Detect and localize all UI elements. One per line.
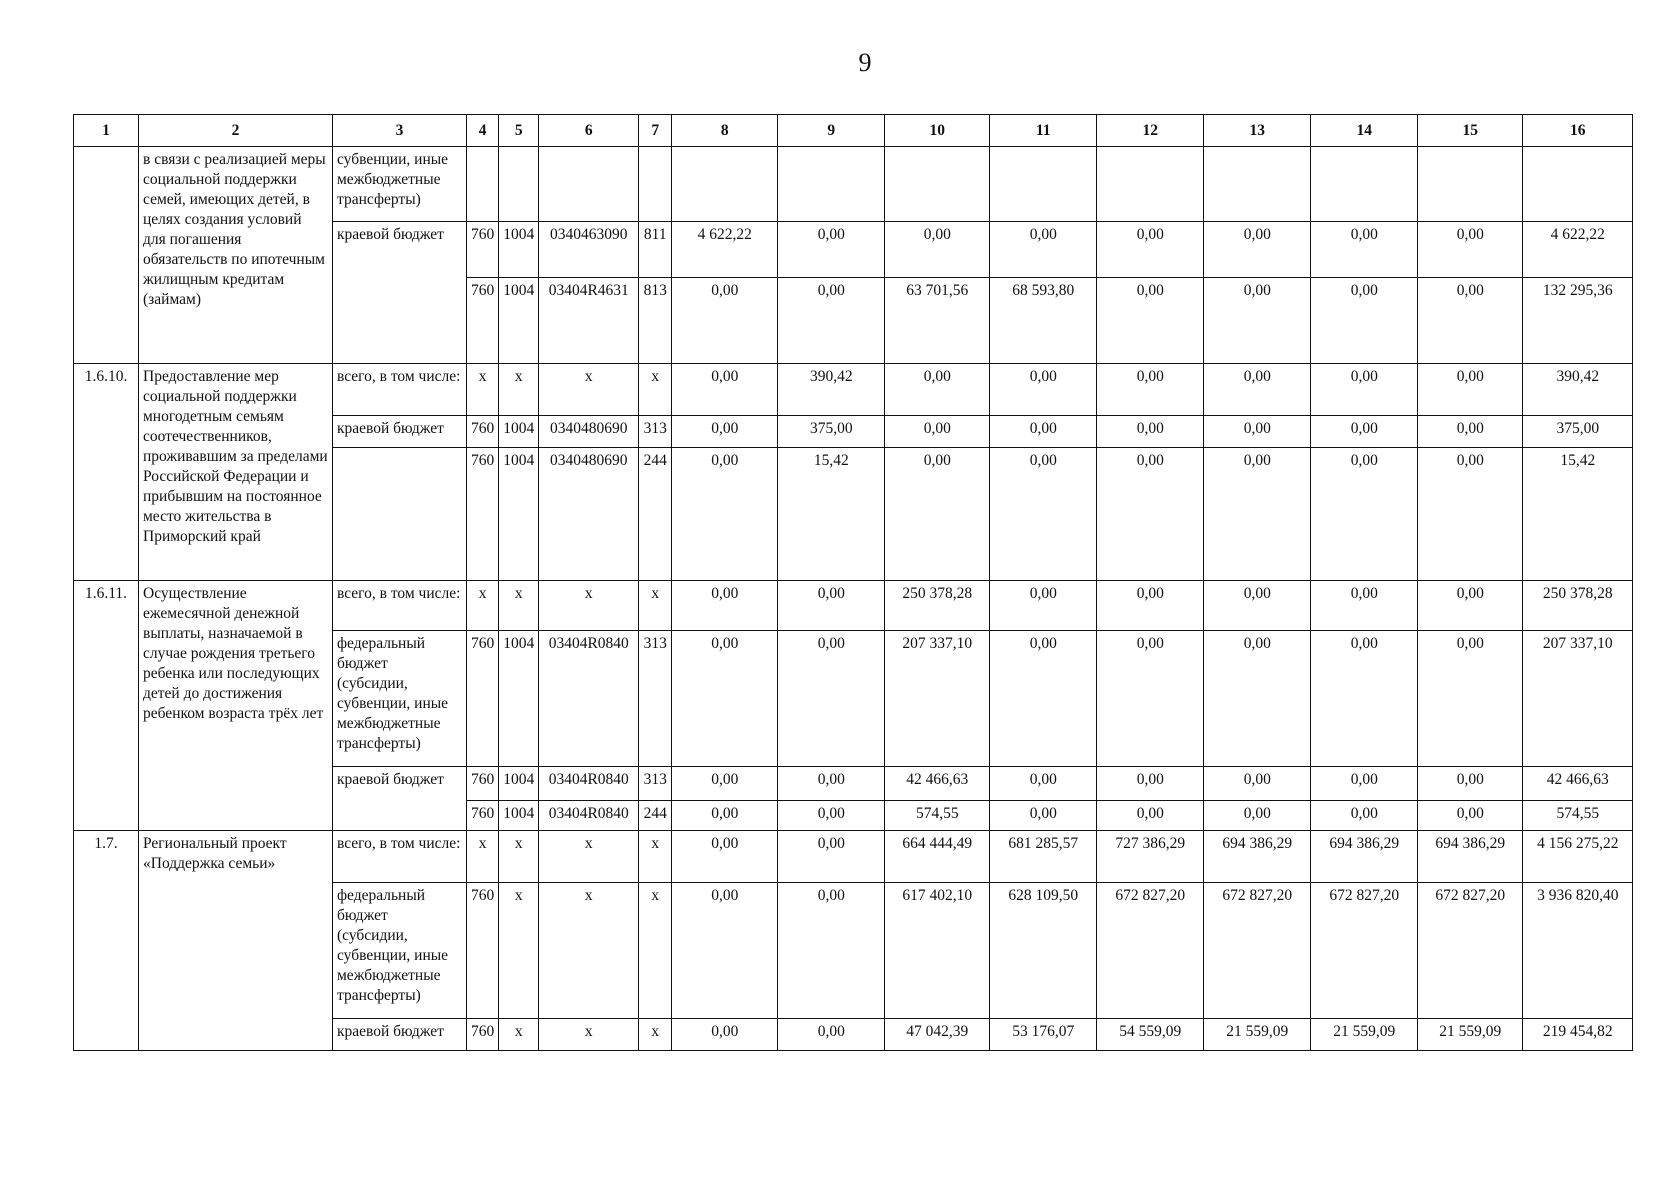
- cell-col6: 0340480690: [539, 448, 639, 581]
- value-cell: 0,00: [1204, 801, 1311, 831]
- value-cell: 0,00: [1418, 801, 1523, 831]
- value-cell: 0,00: [1204, 631, 1311, 767]
- value-cell: 0,00: [990, 801, 1097, 831]
- value-cell: 68 593,80: [990, 278, 1097, 364]
- cell-col5: х: [499, 581, 539, 631]
- row-number: [74, 147, 139, 364]
- column-header: 13: [1204, 115, 1311, 147]
- value-cell: 53 176,07: [990, 1019, 1097, 1051]
- cell-col5: 1004: [499, 278, 539, 364]
- value-cell: 0,00: [1097, 448, 1204, 581]
- funding-source: субвенции, иные межбюджетные трансферты): [333, 147, 467, 222]
- funding-source: [333, 448, 467, 581]
- value-cell: 0,00: [990, 581, 1097, 631]
- funding-source: краевой бюджет: [333, 222, 467, 364]
- cell-col7: х: [639, 1019, 672, 1051]
- row-number: 1.7.: [74, 831, 139, 1051]
- value-cell: 0,00: [885, 416, 990, 448]
- value-cell: 207 337,10: [885, 631, 990, 767]
- value-cell: 63 701,56: [885, 278, 990, 364]
- cell-col4: 760: [467, 448, 499, 581]
- value-cell: 0,00: [778, 278, 885, 364]
- cell-col5: 1004: [499, 448, 539, 581]
- value-cell: 0,00: [990, 631, 1097, 767]
- cell-col6: [539, 147, 639, 222]
- table-row: [74, 147, 1633, 222]
- value-cell: 0,00: [778, 222, 885, 278]
- value-cell: 0,00: [672, 448, 778, 581]
- value-cell: 0,00: [1418, 767, 1523, 801]
- table-row: [74, 364, 1633, 416]
- value-cell: 0,00: [778, 883, 885, 1019]
- column-header: 16: [1523, 115, 1633, 147]
- value-cell: 4 622,22: [672, 222, 778, 278]
- value-cell: 0,00: [672, 278, 778, 364]
- column-header: 7: [639, 115, 672, 147]
- value-cell: 0,00: [672, 767, 778, 801]
- value-cell: 219 454,82: [1523, 1019, 1633, 1051]
- value-cell: 0,00: [778, 767, 885, 801]
- value-cell: 0,00: [1097, 767, 1204, 801]
- cell-col4: х: [467, 364, 499, 416]
- cell-col7: 244: [639, 448, 672, 581]
- value-cell: 574,55: [1523, 801, 1633, 831]
- value-cell: 0,00: [1204, 416, 1311, 448]
- column-header: 8: [672, 115, 778, 147]
- value-cell: 0,00: [672, 364, 778, 416]
- cell-col7: 811: [639, 222, 672, 278]
- value-cell: 0,00: [1418, 631, 1523, 767]
- value-cell: 672 827,20: [1204, 883, 1311, 1019]
- cell-col4: 760: [467, 278, 499, 364]
- row-number: 1.6.10.: [74, 364, 139, 581]
- measure-name: Осуществление ежемесячной денежной выплаты, назначаемой в случае рождения третьего ребенка или последующих детей до достижения ребенком возраста трёх лет: [139, 581, 333, 831]
- value-cell: 0,00: [1311, 801, 1418, 831]
- value-cell: [885, 147, 990, 222]
- measure-name: Региональный проект «Поддержка семьи»: [139, 831, 333, 1051]
- value-cell: 250 378,28: [1523, 581, 1633, 631]
- cell-col7: х: [639, 831, 672, 883]
- cell-col6: 03404R0840: [539, 767, 639, 801]
- value-cell: 0,00: [1418, 278, 1523, 364]
- cell-col7: х: [639, 581, 672, 631]
- value-cell: [1418, 147, 1523, 222]
- value-cell: 132 295,36: [1523, 278, 1633, 364]
- value-cell: 0,00: [1204, 767, 1311, 801]
- cell-col4: 760: [467, 883, 499, 1019]
- cell-col5: х: [499, 883, 539, 1019]
- cell-col7: 813: [639, 278, 672, 364]
- value-cell: 0,00: [885, 448, 990, 581]
- cell-col4: 760: [467, 416, 499, 448]
- value-cell: 0,00: [1311, 364, 1418, 416]
- cell-col4: х: [467, 831, 499, 883]
- cell-col5: 1004: [499, 767, 539, 801]
- column-header: 10: [885, 115, 990, 147]
- value-cell: 0,00: [1204, 364, 1311, 416]
- value-cell: 672 827,20: [1418, 883, 1523, 1019]
- value-cell: 0,00: [1097, 364, 1204, 416]
- value-cell: 0,00: [672, 581, 778, 631]
- value-cell: [1311, 147, 1418, 222]
- value-cell: 15,42: [1523, 448, 1633, 581]
- value-cell: 0,00: [778, 1019, 885, 1051]
- cell-col5: 1004: [499, 222, 539, 278]
- value-cell: 0,00: [1204, 222, 1311, 278]
- row-number: 1.6.11.: [74, 581, 139, 831]
- value-cell: 0,00: [778, 581, 885, 631]
- funding-source: краевой бюджет: [333, 416, 467, 448]
- funding-source: федеральный бюджет (субсидии, субвенции, иные межбюджетные трансферты): [333, 631, 467, 767]
- value-cell: 4 156 275,22: [1523, 831, 1633, 883]
- value-cell: 694 386,29: [1204, 831, 1311, 883]
- value-cell: 0,00: [1311, 631, 1418, 767]
- column-header: 2: [139, 115, 333, 147]
- value-cell: 0,00: [1311, 222, 1418, 278]
- value-cell: 375,00: [778, 416, 885, 448]
- cell-col4: 760: [467, 222, 499, 278]
- column-header: 15: [1418, 115, 1523, 147]
- cell-col6: 03404R0840: [539, 801, 639, 831]
- column-header: 14: [1311, 115, 1418, 147]
- cell-col5: х: [499, 364, 539, 416]
- cell-col6: х: [539, 831, 639, 883]
- value-cell: 617 402,10: [885, 883, 990, 1019]
- value-cell: 0,00: [990, 448, 1097, 581]
- value-cell: 727 386,29: [1097, 831, 1204, 883]
- value-cell: 672 827,20: [1097, 883, 1204, 1019]
- page-number: 9: [858, 48, 872, 77]
- value-cell: 250 378,28: [885, 581, 990, 631]
- cell-col6: 03404R0840: [539, 631, 639, 767]
- value-cell: 42 466,63: [885, 767, 990, 801]
- cell-col4: 760: [467, 767, 499, 801]
- value-cell: 0,00: [1418, 364, 1523, 416]
- value-cell: 694 386,29: [1418, 831, 1523, 883]
- value-cell: 390,42: [778, 364, 885, 416]
- cell-col4: [467, 147, 499, 222]
- column-header: 3: [333, 115, 467, 147]
- value-cell: [1097, 147, 1204, 222]
- value-cell: 47 042,39: [885, 1019, 990, 1051]
- value-cell: 0,00: [1097, 278, 1204, 364]
- funding-source: всего, в том числе:: [333, 581, 467, 631]
- cell-col6: 03404R4631: [539, 278, 639, 364]
- funding-source: федеральный бюджет (субсидии, субвенции, иные межбюджетные трансферты): [333, 883, 467, 1019]
- value-cell: 694 386,29: [1311, 831, 1418, 883]
- cell-col6: х: [539, 581, 639, 631]
- table-row: [74, 581, 1633, 631]
- cell-col7: х: [639, 883, 672, 1019]
- value-cell: 21 559,09: [1204, 1019, 1311, 1051]
- value-cell: [990, 147, 1097, 222]
- cell-col6: х: [539, 364, 639, 416]
- column-header: 9: [778, 115, 885, 147]
- value-cell: 0,00: [778, 831, 885, 883]
- cell-col5: 1004: [499, 801, 539, 831]
- value-cell: 3 936 820,40: [1523, 883, 1633, 1019]
- value-cell: 0,00: [672, 883, 778, 1019]
- cell-col7: 313: [639, 416, 672, 448]
- value-cell: 21 559,09: [1418, 1019, 1523, 1051]
- value-cell: 0,00: [778, 801, 885, 831]
- value-cell: 0,00: [1311, 581, 1418, 631]
- value-cell: 0,00: [1097, 416, 1204, 448]
- value-cell: 375,00: [1523, 416, 1633, 448]
- value-cell: 0,00: [1097, 222, 1204, 278]
- cell-col6: 0340480690: [539, 416, 639, 448]
- value-cell: 0,00: [990, 222, 1097, 278]
- cell-col7: 313: [639, 767, 672, 801]
- value-cell: 54 559,09: [1097, 1019, 1204, 1051]
- cell-col7: х: [639, 364, 672, 416]
- cell-col5: 1004: [499, 631, 539, 767]
- value-cell: 0,00: [1311, 448, 1418, 581]
- value-cell: [1204, 147, 1311, 222]
- value-cell: 0,00: [1097, 631, 1204, 767]
- value-cell: 0,00: [1418, 222, 1523, 278]
- cell-col6: х: [539, 1019, 639, 1051]
- cell-col4: 760: [467, 801, 499, 831]
- value-cell: 0,00: [672, 831, 778, 883]
- cell-col5: [499, 147, 539, 222]
- value-cell: 0,00: [1311, 278, 1418, 364]
- value-cell: [672, 147, 778, 222]
- value-cell: 681 285,57: [990, 831, 1097, 883]
- budget-table: [73, 114, 1633, 1051]
- value-cell: 0,00: [885, 364, 990, 416]
- value-cell: 0,00: [990, 767, 1097, 801]
- value-cell: 0,00: [1097, 581, 1204, 631]
- funding-source: всего, в том числе:: [333, 364, 467, 416]
- cell-col7: 313: [639, 631, 672, 767]
- value-cell: 42 466,63: [1523, 767, 1633, 801]
- value-cell: 0,00: [672, 416, 778, 448]
- cell-col7: 244: [639, 801, 672, 831]
- cell-col6: 0340463090: [539, 222, 639, 278]
- value-cell: 0,00: [1204, 448, 1311, 581]
- value-cell: 0,00: [672, 631, 778, 767]
- funding-source: всего, в том числе:: [333, 831, 467, 883]
- value-cell: 390,42: [1523, 364, 1633, 416]
- value-cell: 0,00: [1204, 581, 1311, 631]
- value-cell: 21 559,09: [1311, 1019, 1418, 1051]
- value-cell: 0,00: [1311, 767, 1418, 801]
- value-cell: 0,00: [1311, 416, 1418, 448]
- value-cell: 0,00: [990, 364, 1097, 416]
- value-cell: [1523, 147, 1633, 222]
- cell-col5: 1004: [499, 416, 539, 448]
- cell-col4: 760: [467, 631, 499, 767]
- value-cell: 0,00: [1204, 278, 1311, 364]
- value-cell: 15,42: [778, 448, 885, 581]
- value-cell: [778, 147, 885, 222]
- value-cell: 672 827,20: [1311, 883, 1418, 1019]
- cell-col5: х: [499, 831, 539, 883]
- cell-col7: [639, 147, 672, 222]
- header-row: [74, 115, 1633, 147]
- column-header: 6: [539, 115, 639, 147]
- value-cell: 628 109,50: [990, 883, 1097, 1019]
- table-row: [74, 831, 1633, 883]
- column-header: 4: [467, 115, 499, 147]
- cell-col4: х: [467, 581, 499, 631]
- funding-source: краевой бюджет: [333, 1019, 467, 1051]
- cell-col4: 760: [467, 1019, 499, 1051]
- cell-col6: х: [539, 883, 639, 1019]
- value-cell: 207 337,10: [1523, 631, 1633, 767]
- funding-source: краевой бюджет: [333, 767, 467, 831]
- value-cell: 0,00: [672, 1019, 778, 1051]
- value-cell: 664 444,49: [885, 831, 990, 883]
- value-cell: 0,00: [778, 631, 885, 767]
- column-header: 12: [1097, 115, 1204, 147]
- value-cell: 0,00: [1097, 801, 1204, 831]
- value-cell: 574,55: [885, 801, 990, 831]
- measure-name: Предоставление мер социальной поддержки многодетным семьям соотечественников, проживавшим за пределами Российской Федерации и прибывшим на постоянное место жительства в Приморский край: [139, 364, 333, 581]
- cell-col5: х: [499, 1019, 539, 1051]
- column-header: 5: [499, 115, 539, 147]
- value-cell: 0,00: [990, 416, 1097, 448]
- value-cell: 4 622,22: [1523, 222, 1633, 278]
- value-cell: 0,00: [1418, 448, 1523, 581]
- value-cell: 0,00: [885, 222, 990, 278]
- column-header: 1: [74, 115, 139, 147]
- value-cell: 0,00: [1418, 416, 1523, 448]
- measure-name: в связи с реализацией меры социальной поддержки семей, имеющих детей, в целях создания условий для погашения обязательств по ипотечным жилищным кредитам (займам): [139, 147, 333, 364]
- value-cell: 0,00: [672, 801, 778, 831]
- value-cell: 0,00: [1418, 581, 1523, 631]
- column-header: 11: [990, 115, 1097, 147]
